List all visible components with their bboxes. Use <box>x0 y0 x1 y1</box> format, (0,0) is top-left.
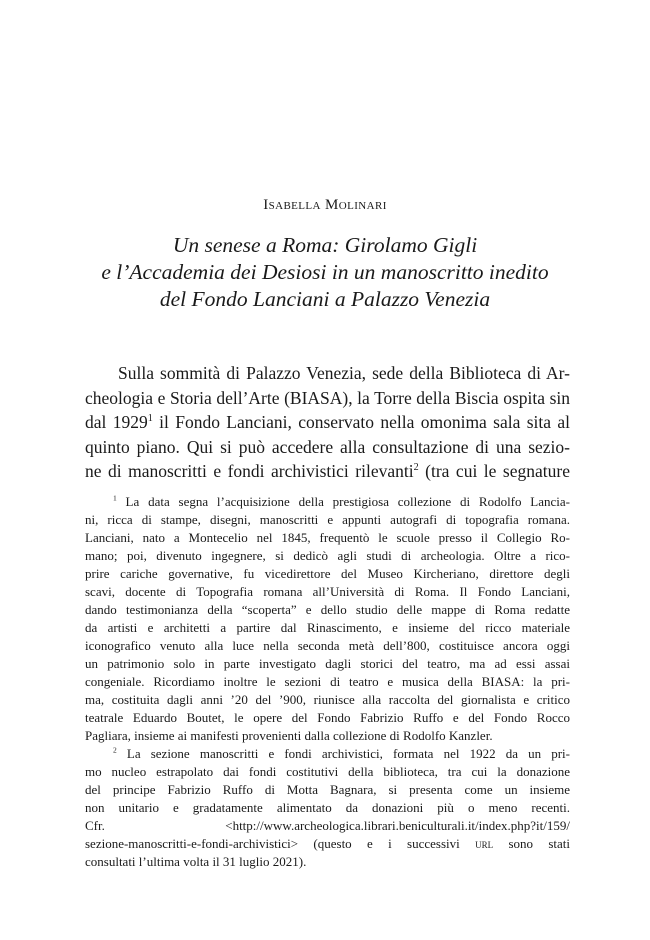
footnote-1-line: dando testimonianza della “scoperta” e dello studio delle mappe di Roma redatte <box>85 602 570 617</box>
footnote-1-line: scavi, docente di Topografia romana all’Università di Roma. Il Fondo Lanciani, <box>85 584 570 599</box>
footnote-2-line <box>85 745 570 763</box>
footnote-1-line: ni, ricca di stampe, disegni, manoscritti e appunti autografi di topografia romana. <box>85 512 570 527</box>
footnote-1-line: mano; poi, divenuto ingegnere, si dedicò agli studi di archeologia. Oltre a rico- <box>85 548 570 563</box>
body-line: quinto piano. Qui si può accedere alla consultazione di una sezio- <box>85 436 570 457</box>
footnotes <box>85 493 570 871</box>
title-line: del Fondo Lanciani a Palazzo Venezia <box>159 287 491 311</box>
footnote-mark-2: 2 <box>113 745 117 755</box>
footnote-1-line: un patrimonio solo in parte investigato dagli storici del teatro, ma ad essi assai <box>85 656 570 671</box>
footnote-2-line: mo nucleo estrapolato dai fondi costitutivi della biblioteca, tra cui la donazione <box>85 764 570 779</box>
footnote-1-line: Lanciani, nato a Montecelio nel 1845, frequentò le scuole presso il Collegio Ro- <box>85 530 570 545</box>
footnote-url-text[interactable]: sezione-manoscritti-e-fondi-archivistici> (questo e i successivi <box>85 836 476 851</box>
footnote-1-line: Pagliara, insieme ai manifesti provenienti dalla collezione di Rodolfo Kanzler. <box>85 728 493 743</box>
footnote-ref-2[interactable]: 2 <box>413 462 419 474</box>
title-line: e l’Accademia dei Desiosi in un manoscritto inedito <box>101 260 549 284</box>
footnote-2-line <box>85 835 570 853</box>
body-text-segment: dal 1929 <box>85 412 148 432</box>
footnote-text: La data segna l’acquisizione della prestigiosa collezione di Rodolfo Lancia- <box>116 494 570 509</box>
footnote-2-line: non unitario e gradatamente alimentato da donazioni più o meno recenti. <box>85 800 570 815</box>
body-text-segment: ne di manoscritti e fondi archivistici rilevanti <box>85 461 414 481</box>
footnote-text: sono stati <box>493 836 570 851</box>
chapter-title <box>0 232 650 313</box>
footnote-1-line: ma, costituita dagli anni ’20 del ’900, riunisce alla raccolta del giornalista e critico <box>85 692 570 707</box>
footnote-1-line: prire cariche governative, fu vicedirettore del Museo Kircheriano, direttore degli <box>85 566 570 581</box>
body-text-segment: il Fondo Lanciani, conservato nella omonima sala sita al <box>152 412 570 432</box>
footnote-mark-1: 1 <box>113 493 117 503</box>
body-text-segment: (tra cui le segnature <box>418 461 570 481</box>
body-line <box>85 410 570 435</box>
footnote-2-line: del principe Fabrizio Ruffo di Motta Bagnara, si presenta come un insieme <box>85 782 570 797</box>
url-abbreviation: url <box>475 836 494 851</box>
body-line: cheologia e Storia dell’Arte (BIASA), la Torre della Biscia ospita sin <box>85 387 570 408</box>
author-name: Isabella Molinari <box>263 197 387 213</box>
title-line: Un senese a Roma: Girolamo Gigli <box>172 233 478 257</box>
footnote-1-line <box>85 493 570 511</box>
footnote-2-line: consultati l’ultima volta il 31 luglio 2021). <box>85 854 307 869</box>
footnote-1-line: iconografico venuto alla luce nella seconda metà dell’800, costituisce ancora oggi <box>85 638 570 653</box>
body-line <box>85 459 570 484</box>
footnote-1-line: da artisti e architetti a partire dal Rinascimento, e insieme del ricco materiale <box>85 620 570 635</box>
footnote-1-line: teatrale Eduardo Boutet, le opere del Fondo Fabrizio Ruffo e del Fondo Rocco <box>85 710 570 725</box>
body-paragraph <box>85 361 570 484</box>
body-line: Sulla sommità di Palazzo Venezia, sede della Biblioteca di Ar- <box>118 363 570 383</box>
footnote-ref-1[interactable]: 1 <box>147 413 153 425</box>
footnote-2-url-line[interactable]: Cfr. <http://www.archeologica.librari.beniculturali.it/index.php?it/159/ <box>85 818 570 833</box>
footnote-1-line: congeniale. Ricordiamo inoltre le sezioni di teatro e musica della BIASA: la pri- <box>85 674 570 689</box>
footnote-text: La sezione manoscritti e fondi archivistici, formata nel 1922 da un pri- <box>116 746 570 761</box>
